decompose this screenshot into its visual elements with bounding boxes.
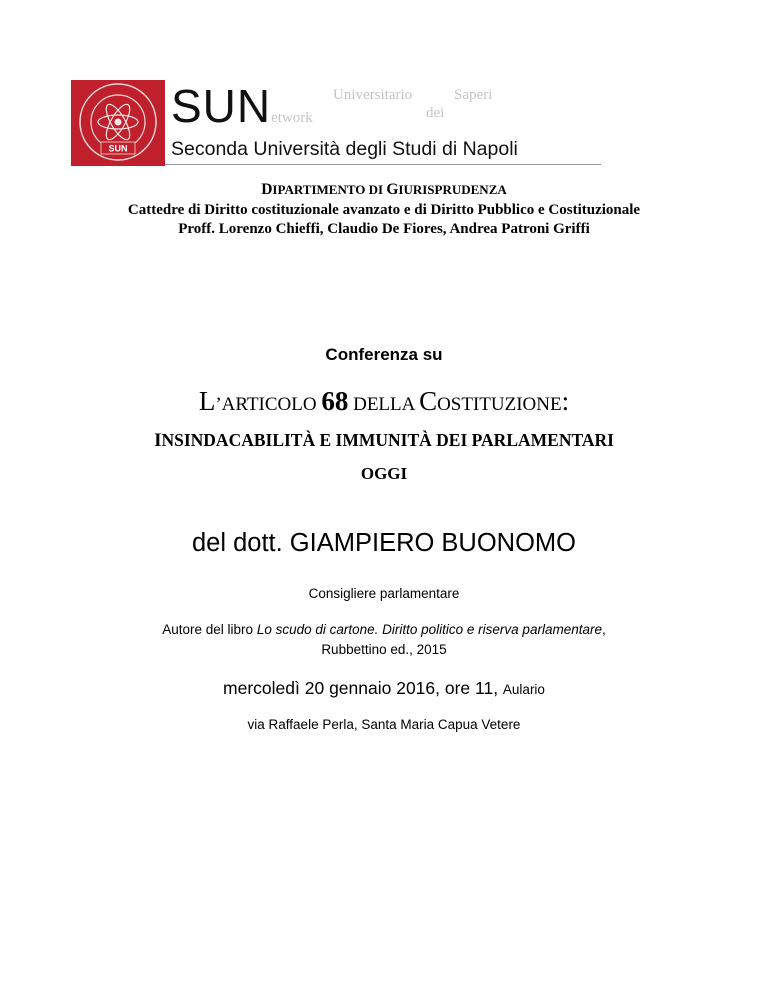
logo-ghost-word: Saperi: [454, 87, 493, 103]
speaker-book: Autore del libro Lo scudo di cartone. Diritto politico e riserva parlamentare,: [162, 622, 606, 637]
university-seal-icon: [71, 80, 165, 166]
conference-subtitle: INSINDACABILITÀ E IMMUNITÀ DEI PARLAMENTARI: [154, 430, 614, 451]
logo-ghost-tail: etwork: [271, 110, 313, 126]
logo-divider: [165, 164, 601, 165]
logo-ghost-word: dei: [426, 105, 445, 121]
logo-university-name: Seconda Università degli Studi di Napoli: [171, 138, 518, 160]
seal-acronym: SUN: [108, 143, 128, 154]
event-venue: Aulario: [502, 682, 545, 697]
logo-acronym: SUNetwork: [171, 80, 313, 132]
university-logo: [71, 80, 601, 166]
professors-line: Proff. Lorenzo Chieffi, Claudio De Fiores, Andrea Patroni Griffi: [178, 221, 590, 237]
speaker-name: del dott. GIAMPIERO BUONOMO: [191, 529, 576, 557]
speaker-role: Consigliere parlamentare: [308, 586, 460, 601]
conference-intro: Conferenza su: [325, 345, 443, 364]
book-publisher: Rubbettino ed., 2015: [321, 642, 447, 657]
conference-subtitle-line2: OGGI: [360, 464, 408, 483]
logo-ghost-word: Universitario: [333, 87, 413, 103]
event-datetime: mercoledì 20 gennaio 2016, ore 11, Aulario: [223, 678, 545, 698]
book-title: Lo scudo di cartone. Diritto politico e riserva parlamentare: [256, 622, 602, 637]
cattedre-line: Cattedre di Diritto costituzionale avanzato e di Diritto Pubblico e Costituzionale: [127, 202, 641, 218]
event-address: via Raffaele Perla, Santa Maria Capua Vetere: [247, 717, 521, 732]
department-name: DIPARTIMENTO DI GIURISPRUDENZA: [261, 181, 507, 198]
conference-title: L’ARTICOLO 68 DELLA COSTITUZIONE:: [198, 386, 570, 416]
